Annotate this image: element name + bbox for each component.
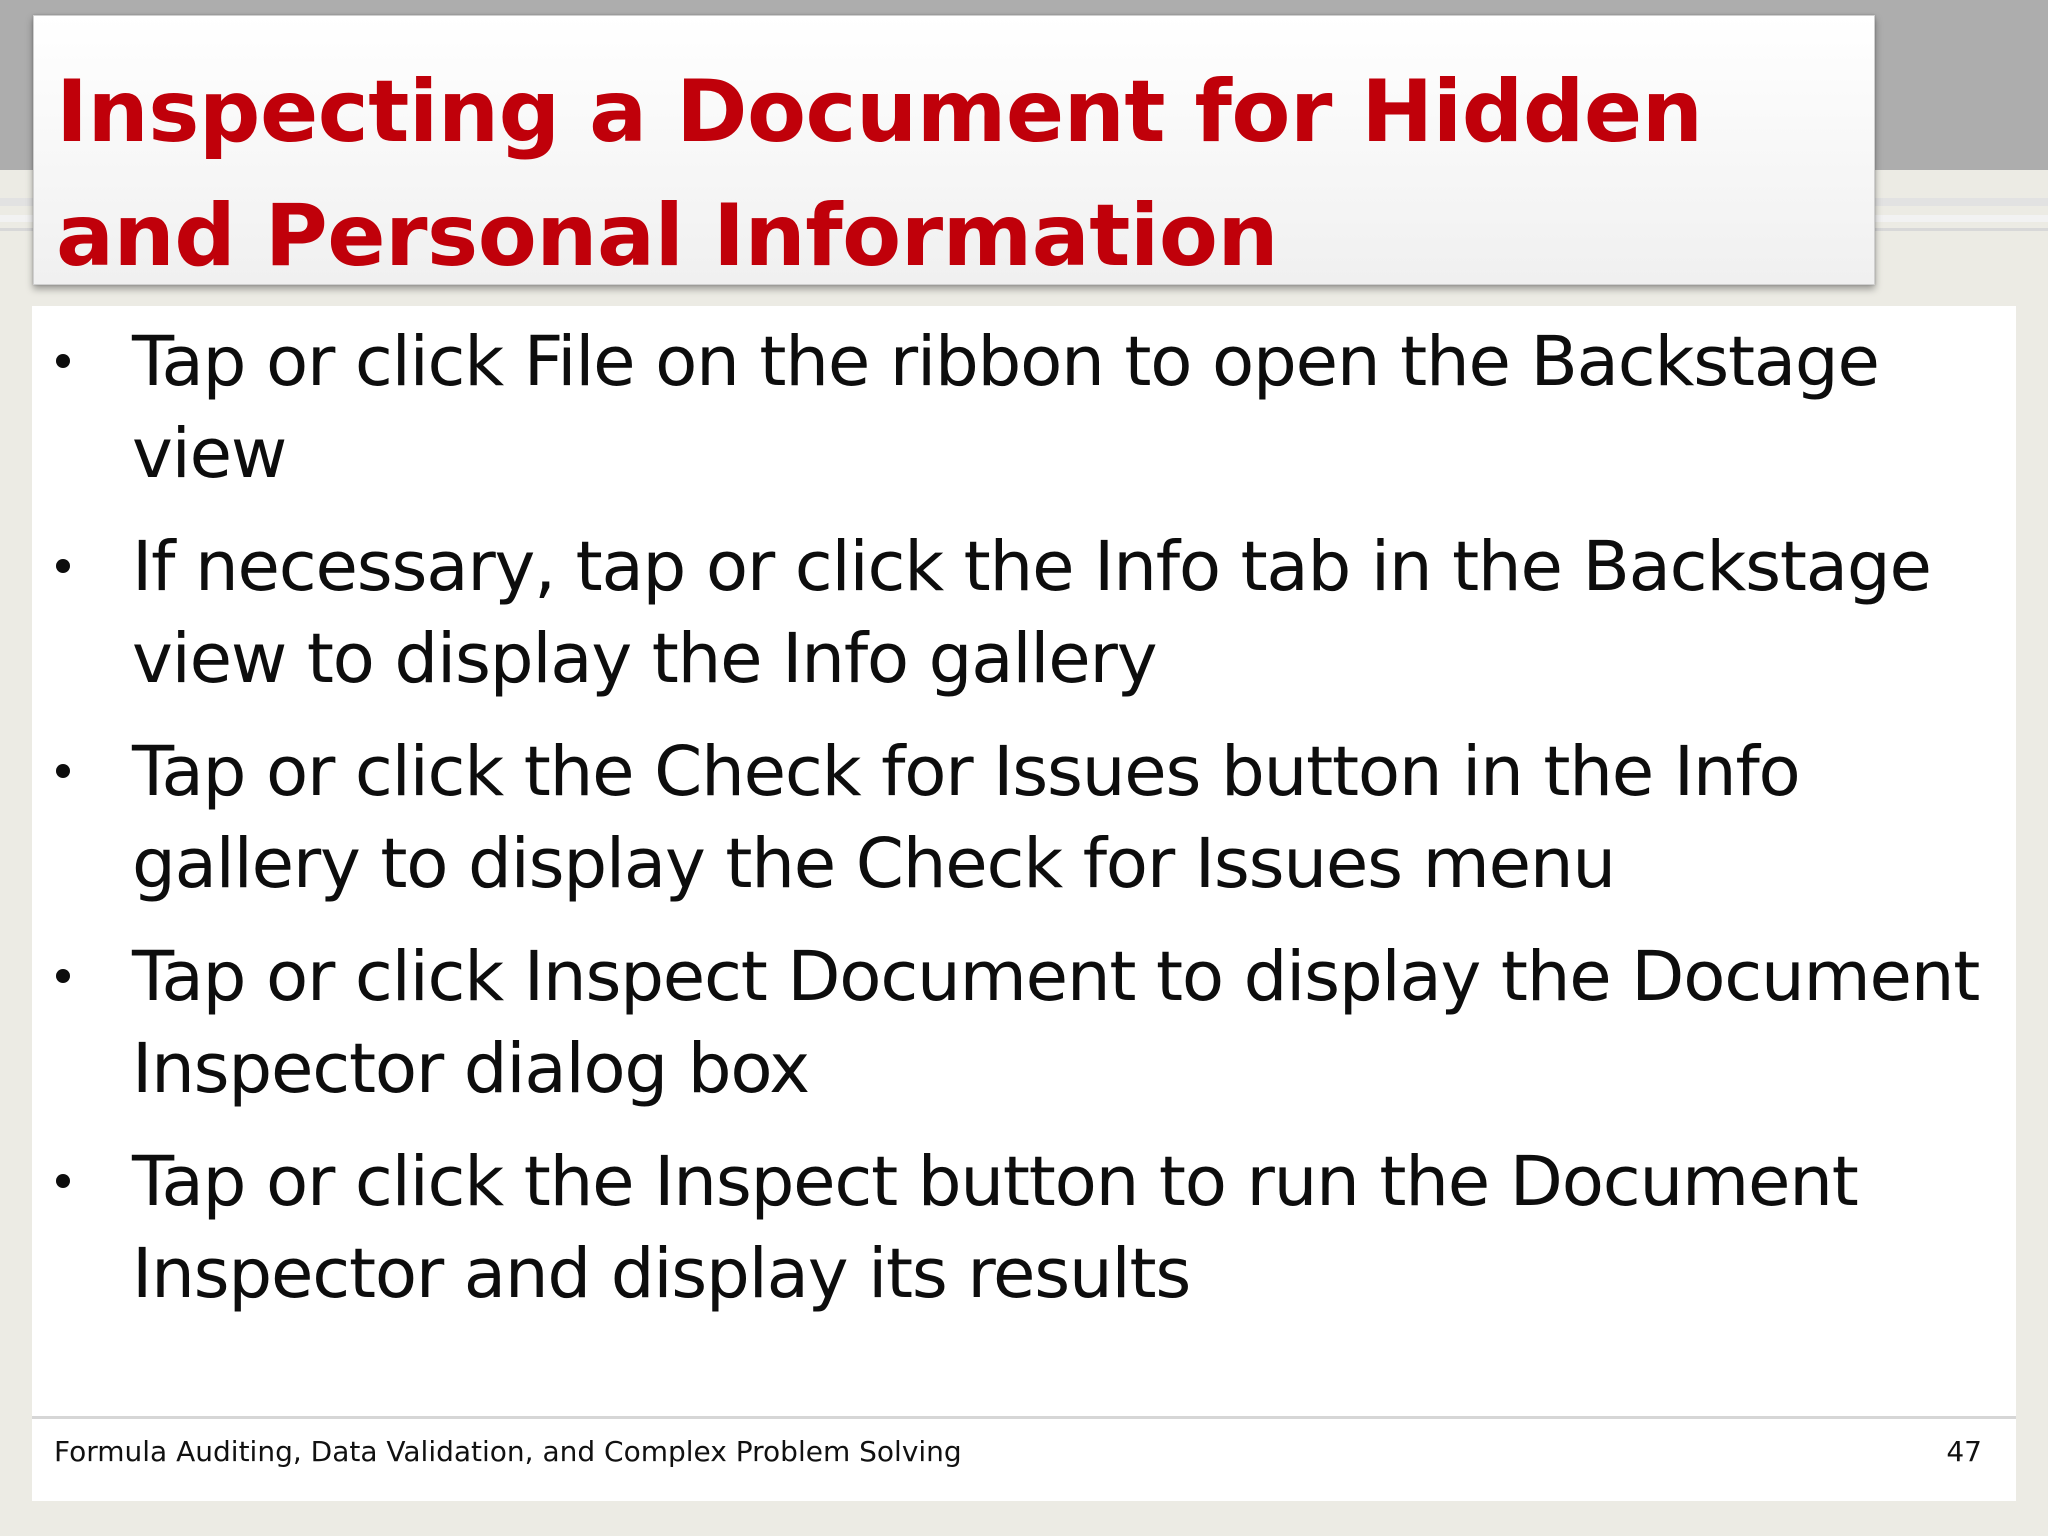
title-box <box>33 15 1875 285</box>
bullet-text: Tap or click Inspect Document to display the Document Inspector dialog box <box>132 937 1980 1109</box>
bullet-text: Tap or click File on the ribbon to open the Backstage view <box>132 322 1879 494</box>
slide-footer: Formula Auditing, Data Validation, and Complex Problem Solving <box>54 1435 962 1468</box>
bullet-list <box>0 316 2048 1341</box>
bullet-item <box>0 931 2048 1136</box>
bullet-item <box>0 726 2048 931</box>
bullet-dot-icon <box>56 354 70 368</box>
bullet-text: Tap or click the Inspect button to run the Document Inspector and display its results <box>132 1142 1858 1314</box>
bullet-item <box>0 316 2048 521</box>
bullet-item <box>0 521 2048 726</box>
bullet-dot-icon <box>56 969 70 983</box>
bullet-dot-icon <box>56 1174 70 1188</box>
bullet-dot-icon <box>56 559 70 573</box>
bullet-item <box>0 1136 2048 1341</box>
bullet-dot-icon <box>56 764 70 778</box>
footer-divider <box>32 1416 2016 1419</box>
slide-title: Inspecting a Document for Hidden and Personal Information <box>56 62 1703 286</box>
bullet-text: If necessary, tap or click the Info tab in the Backstage view to display the Info gallery <box>132 527 1931 699</box>
bullet-text: Tap or click the Check for Issues button in the Info gallery to display the Check for Issues menu <box>132 732 1800 904</box>
slide-number: 47 <box>1946 1435 1982 1468</box>
